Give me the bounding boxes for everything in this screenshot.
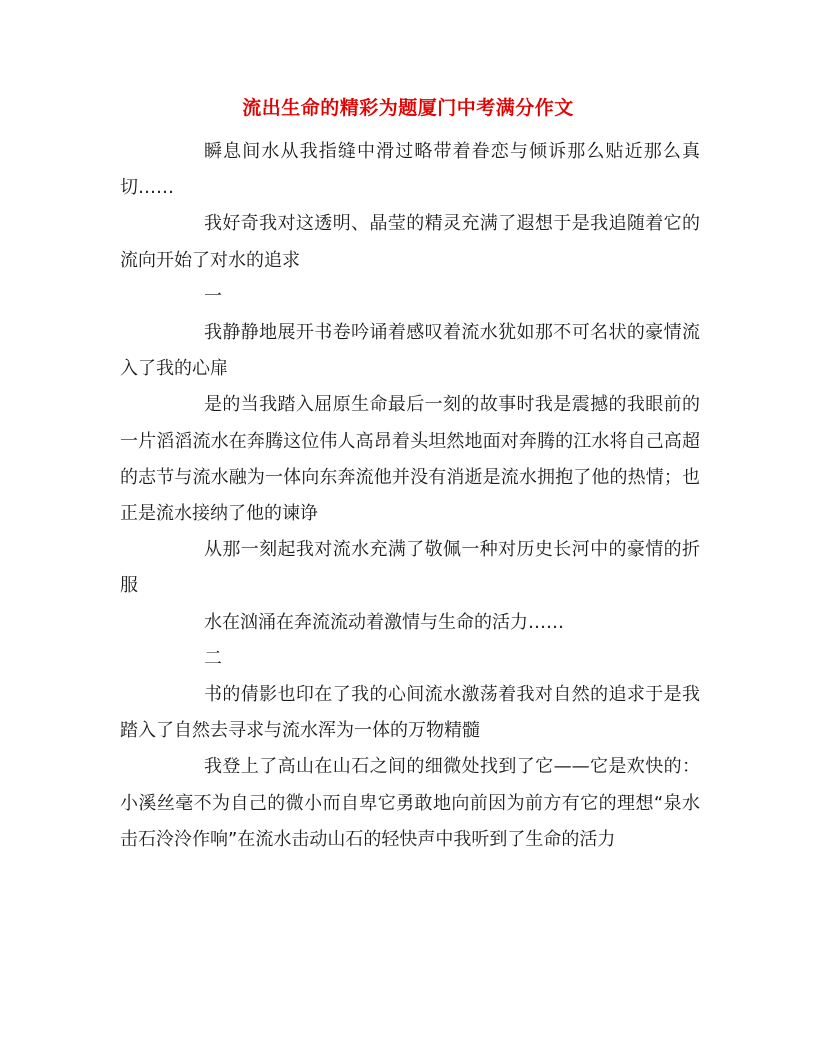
paragraph: 瞬息间水从我指缝中滑过略带着眷恋与倾诉那么贴近那么真切…… bbox=[120, 141, 700, 199]
paragraph: 我静静地展开书卷吟诵着感叹着流水犹如那不可名状的豪情流入了我的心扉 bbox=[120, 322, 700, 380]
document-body bbox=[120, 134, 700, 858]
paragraph: 从那一刻起我对流水充满了敬佩一种对历史长河中的豪情的折服 bbox=[120, 539, 700, 597]
paragraph: 我登上了高山在山石之间的细微处找到了它——它是欢快的：小溪丝毫不为自己的微小而自卑它勇敢地向前因为前方有它的理想“泉水击石泠泠作响”在流水击动山石的轻快声中我听到了生命的活力 bbox=[120, 756, 700, 850]
paragraph: 我好奇我对这透明、晶莹的精灵充满了遐想于是我追随着它的流向开始了对水的追求 bbox=[120, 213, 700, 271]
section-marker: 二 bbox=[204, 647, 222, 669]
paragraph: 水在汹涌在奔流流动着激情与生命的活力…… bbox=[204, 611, 564, 633]
paragraph: 书的倩影也印在了我的心间流水激荡着我对自然的追求于是我踏入了自然去寻求与流水浑为一体的万物精髓 bbox=[120, 684, 700, 742]
paragraph: 是的当我踏入屈原生命最后一刻的故事时我是震撼的我眼前的一片滔滔流水在奔腾这位伟人高昂着头坦然地面对奔腾的江水将自己高超的志节与流水融为一体向东奔流他并没有消逝是流水拥抱了他的热情；也正是流水接纳了他的谏诤 bbox=[120, 394, 700, 525]
document-title: 流出生命的精彩为题厦门中考满分作文 bbox=[242, 97, 574, 119]
section-marker: 一 bbox=[204, 285, 222, 307]
